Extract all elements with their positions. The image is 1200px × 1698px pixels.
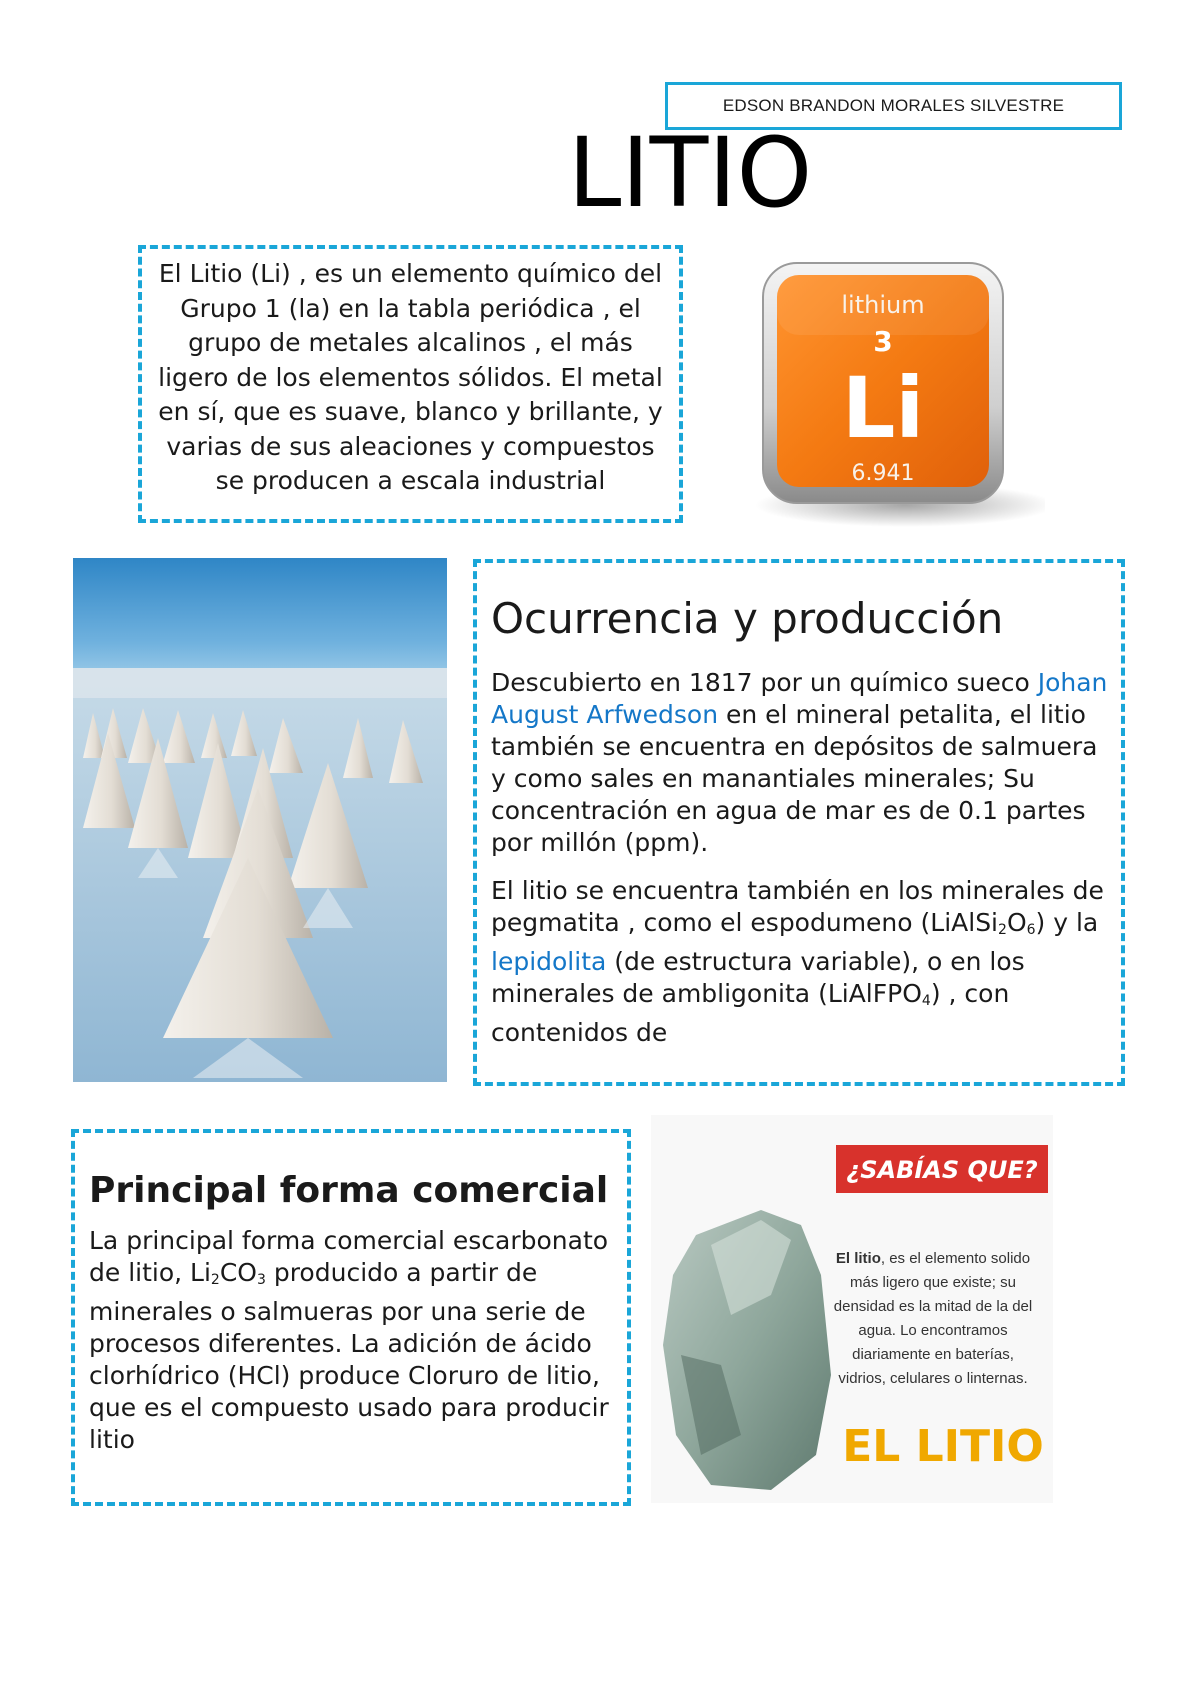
commercial-heading: Principal forma comercial <box>89 1170 609 1211</box>
sabias-fact-bold: El litio <box>835 1250 881 1267</box>
sabias-que-infographic <box>651 1115 1053 1503</box>
occ-p1-text-a: Descubierto en 1817 por un químico sueco <box>491 668 1038 697</box>
sabias-fact-line-3: densidad es la mitad de la del <box>833 1298 1033 1315</box>
sabias-fact-line-6: vidrios, celulares o linternas. <box>838 1370 1028 1387</box>
element-symbol: Li <box>841 359 925 457</box>
element-tile-graphic <box>705 255 1045 535</box>
occ-p2-text-e: ) , con contenidos de <box>491 979 1010 1047</box>
com-text-c: producido a partir de minerales o salmueras por una serie de procesos diferentes. La adición de ácido clorhídrico (HCl) produce Cloruro de litio, que es el compuesto usado para producir litio <box>89 1258 609 1454</box>
lepidolita-link[interactable]: lepidolita <box>491 947 607 976</box>
svg-text:El litio, es el elemento solid <box>836 1250 1030 1267</box>
com-text-a: La principal forma comercial escarbonato de litio, Li <box>89 1226 609 1287</box>
sabias-fact-line-4: agua. Lo encontramos <box>858 1322 1008 1339</box>
element-number: 3 <box>873 325 893 358</box>
occ-p2-sub-3: 4 <box>921 993 931 1009</box>
occ-p2-sub-2: 6 <box>1026 922 1036 938</box>
occ-p2-text-d: (de estructura variable), o en los minerales de ambligonita (LiAlFPO <box>491 947 1025 1008</box>
com-sub-1: 2 <box>210 1272 220 1288</box>
occurrence-paragraph-2 <box>491 875 1111 1049</box>
author-name: EDSON BRANDON MORALES SILVESTRE <box>722 96 1065 115</box>
sabias-banner-text: ¿SABÍAS QUE? <box>846 1156 1038 1184</box>
commercial-paragraph <box>89 1225 613 1456</box>
sabias-fact-line-1: , es el elemento solido <box>880 1250 1031 1267</box>
page-title: LITIO <box>567 117 813 229</box>
com-sub-2: 3 <box>256 1272 266 1288</box>
occurrence-heading: Ocurrencia y producción <box>491 594 1004 643</box>
occ-p2-text-a: El litio se encuentra también en los minerales de pegmatita , como el espodumeno (LiAlSi <box>491 876 1104 937</box>
element-name: lithium <box>841 291 925 319</box>
occ-p2-text-c: ) y la <box>1035 908 1099 937</box>
occurrence-paragraph-1 <box>491 667 1111 859</box>
intro-text: El Litio (Li) , es un elemento químico del Grupo 1 (la) en la tabla periódica , el grupo de metales alcalinos , el más ligero de los elementos sólidos. El metal en sí, que es suave, blanco y brillante, y varias de sus aleaciones y compuestos se producen a escala industrial <box>158 259 663 495</box>
occurrence-box <box>473 559 1125 1086</box>
arfwedson-link[interactable]: Johan August Arfwedson <box>491 668 1108 729</box>
com-text-b: CO <box>219 1258 257 1287</box>
sabias-fact-line-2: más ligero que existe; su <box>850 1274 1016 1291</box>
salt-flats-image <box>73 558 447 1082</box>
sabias-fact-line-5: diariamente en baterías, <box>852 1346 1014 1363</box>
sabias-footer-title: EL LITIO <box>842 1421 1044 1472</box>
occ-p2-text-b: O <box>1006 908 1027 937</box>
intro-box <box>138 245 683 523</box>
commercial-box <box>71 1129 631 1506</box>
occ-p1-text-b: en el mineral petalita, el litio también se encuentra en depósitos de salmuera y como sales en manantiales minerales; Su concentración en agua de mar es de 0.1 partes por millón (ppm). <box>491 700 1098 857</box>
occ-p2-sub-1: 2 <box>998 922 1007 938</box>
lithium-element-tile <box>705 255 1045 535</box>
element-mass: 6.941 <box>851 461 915 486</box>
